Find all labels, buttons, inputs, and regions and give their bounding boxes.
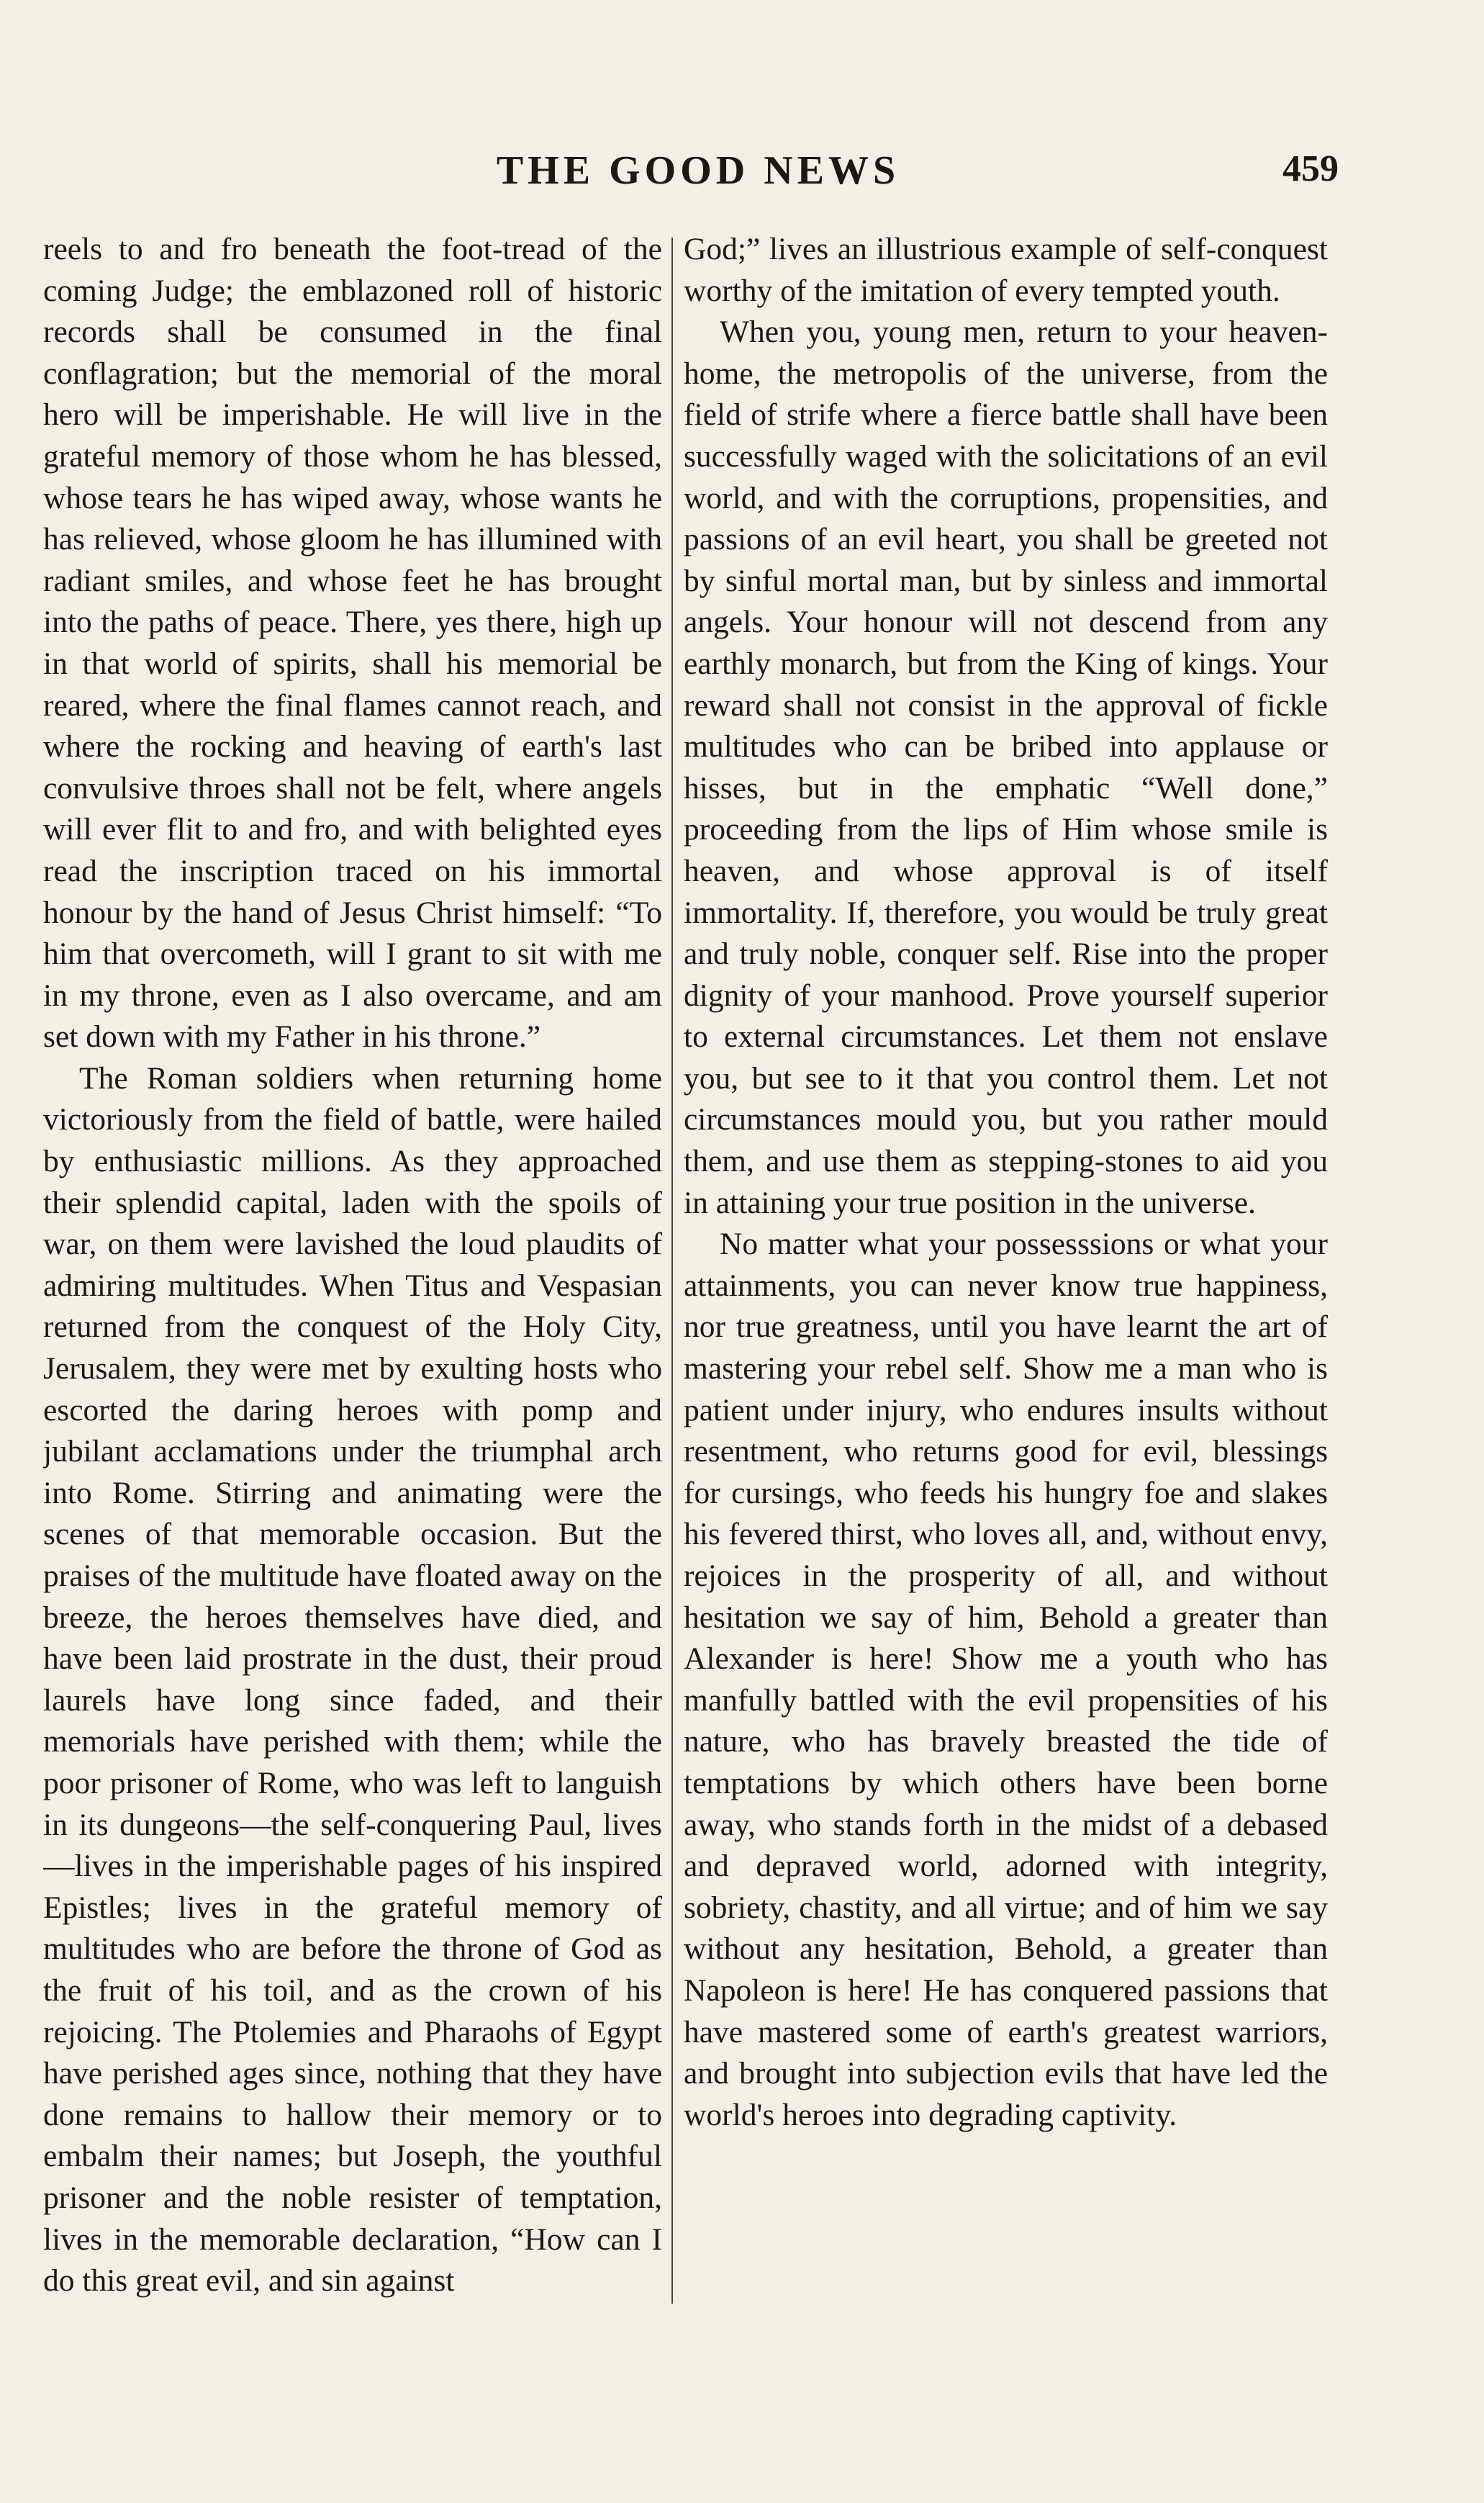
right-paragraph-3: No matter what your possesssions or what your attainments, you can never know true happiness, nor true greatness, until you have learnt the art of mastering your rebel self. Show me a man who is patient under injury, who endures insults without resentment, who returns good for evil, blessings for cursings, who feeds his hungry foe and slakes his fevered thirst, who loves all, and, without envy, rejoices in the prosperity of all, and without hesitation we say of him, Behold a greater than Alexander is here! Show me a youth who has manfully battled with the evil propensities of his nature, who has bravely breasted the tide of temptations by which others have been borne away, who stands forth in the midst of a debased and depraved world, adorned with integrity, sobriety, chastity, and all virtue; and of him we say without any hesitation, Behold, a greater than Napoleon is here! He has conquered passions that have mastered some of earth's greatest warriors, and brought into subjection evils that have led the world's heroes into degrading captivity. xyxy=(684,1227,1328,2132)
left-paragraph-2: The Roman soldiers when returning home victoriously from the field of battle, were hailed by enthusiastic millions. As they approached their splendid capital, laden with the spoils of war, on them were lavished the loud plaudits of admiring multitudes. When Titus and Vespasian returned from the conquest of the Holy City, Jerusalem, they were met by exulting hosts who escorted the daring heroes with pomp and jubilant acclamations under the triumphal arch into Rome. Stirring and animating were the scenes of that memorable occasion. But the praises of the multitude have floated away on the breeze, the heroes themselves have died, and have been laid prostrate in the dust, their proud laurels have long since faded, and their memorials have perished with them; while the poor prisoner of Rome, who was left to languish in its dungeons—the self-conquering Paul, lives—lives in the imperishable pages of his inspired Epistles; lives in the grateful memory of multitudes who are before the throne of God as the fruit of his toil, and as the crown of his rejoicing. The Ptolemies and Pharaohs of Egypt have perished ages since, nothing that they have done remains to hallow their memory or to embalm their names; but Joseph, the youthful prisoner and the noble resister of temptation, lives in the memorable declaration, “How can I do this great evil, and sin against xyxy=(43,1060,662,2299)
running-title: THE GOOD NEWS xyxy=(496,148,900,193)
right-paragraph-2: When you, young men, return to your heaven-home, the metropolis of the universe, from the field of strife where a fierce battle shall have been successfully waged with the solicitations of an evil world, and with the corruptions, propensities, and passions of an evil heart, you shall be greeted not by sinful mortal man, but by sinless and immortal angels. Your honour will not descend from any earthly monarch, but from the King of kings. Your reward shall not consist in the approval of fickle multitudes who can be bribed into applause or hisses, but in the emphatic “Well done,” proceeding from the lips of Him whose smile is heaven, and whose approval is of itself immortality. If, therefore, you would be truly great and truly noble, conquer self. Rise into the proper dignity of your manhood. Prove yourself superior to external circumstances. Let them not enslave you, but see to it that you control them. Let not circumstances mould you, but you rather mould them, and use them as stepping-stones to aid you in attaining your true position in the universe. xyxy=(684,315,1328,1220)
page-number: 459 xyxy=(1282,148,1339,189)
right-column xyxy=(684,229,1328,2302)
left-paragraph-1: reels to and fro beneath the foot-tread of the coming Judge; the emblazoned roll of historic records shall be consumed in the final conflagration; but the memorial of the moral hero will be imperishable. He will live in the grateful memory of those whom he has blessed, whose tears he has wiped away, whose wants he has relieved, whose gloom he has illumined with radiant smiles, and whose feet he has brought into the paths of peace. There, yes there, high up in that world of spirits, shall his memorial be reared, where the final flames cannot reach, and where the rocking and heaving of earth's last convulsive throes shall not be felt, where angels will ever flit to and fro, and with belighted eyes read the inscription traced on his immortal honour by the hand of Jesus Christ himself: “To him that overcometh, will I grant to sit with me in my throne, even as I also overcame, and am set down with my Father in his throne.” xyxy=(43,232,662,1055)
left-column xyxy=(43,229,662,2302)
column-divider xyxy=(671,238,673,2304)
running-head xyxy=(29,148,1367,205)
right-paragraph-1: God;” lives an illustrious example of self-conquest worthy of the imitation of every tempted youth. xyxy=(684,232,1328,308)
